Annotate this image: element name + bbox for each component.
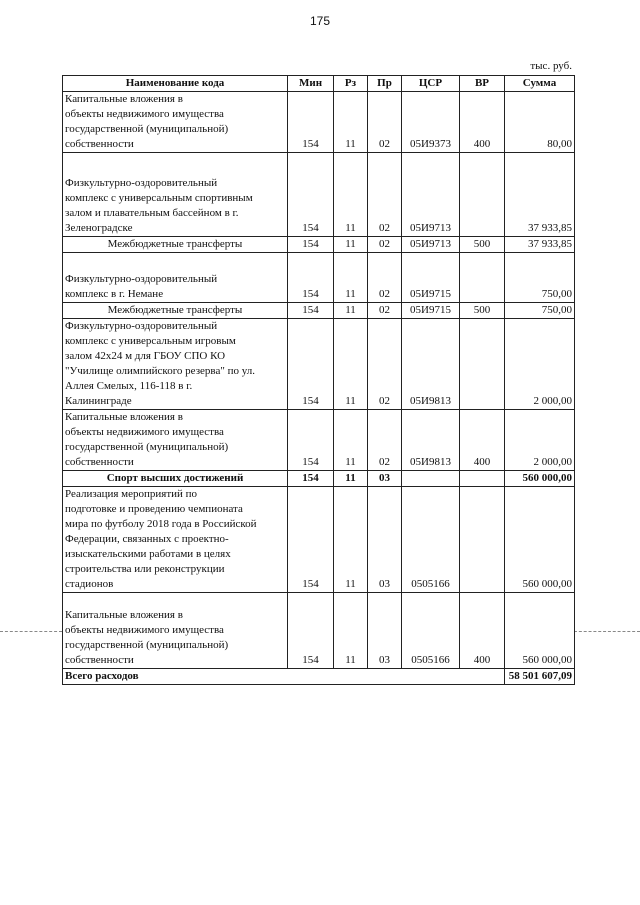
row-sum: 560 000,00 (505, 487, 575, 593)
row-rz: 11 (334, 319, 368, 410)
table-header-row (63, 76, 575, 92)
row-name (63, 253, 288, 303)
row-min: 154 (288, 237, 334, 253)
row-rz: 11 (334, 471, 368, 487)
row-name-text: Реализация мероприятий по подготовке и проведению чемпионата мира по футболу 2018 года в Российской Федерации, связанных с проектно- изыскательскими работами в целях строительства или реконструкции стадионов (65, 488, 257, 590)
row-name-text: Капитальные вложения в объекты недвижимого имущества государственной (муниципальной) собственности (65, 609, 229, 666)
header-vr: ВР (460, 76, 505, 92)
row-pr: 03 (368, 593, 402, 669)
row-rz: 11 (334, 237, 368, 253)
row-vr: 500 (460, 303, 505, 319)
row-min: 154 (288, 471, 334, 487)
row-csr: 05И9373 (402, 92, 460, 153)
row-name (63, 92, 288, 153)
row-vr: 400 (460, 593, 505, 669)
header-min: Мин (288, 76, 334, 92)
row-sum: 37 933,85 (505, 237, 575, 253)
row-rz: 11 (334, 92, 368, 153)
row-rz: 11 (334, 487, 368, 593)
row-rz: 11 (334, 410, 368, 471)
header-pr: Пр (368, 76, 402, 92)
table-row (63, 92, 575, 153)
row-rz: 11 (334, 593, 368, 669)
scan-artifact-line-left (0, 631, 62, 632)
row-sum: 750,00 (505, 303, 575, 319)
row-sum: 37 933,85 (505, 153, 575, 237)
row-name (63, 153, 288, 237)
row-csr: 05И9715 (402, 303, 460, 319)
row-pr: 02 (368, 253, 402, 303)
row-name (63, 319, 288, 410)
total-sum: 58 501 607,09 (505, 669, 575, 685)
row-vr (460, 319, 505, 410)
row-csr: 05И9715 (402, 253, 460, 303)
page-number: 175 (309, 14, 331, 28)
row-vr (460, 471, 505, 487)
row-csr (402, 471, 460, 487)
row-min: 154 (288, 253, 334, 303)
row-min: 154 (288, 319, 334, 410)
row-name: Межбюджетные трансферты (63, 237, 288, 253)
row-min: 154 (288, 92, 334, 153)
row-csr: 05И9713 (402, 153, 460, 237)
table-row (63, 303, 575, 319)
total-row (63, 669, 575, 685)
table-row (63, 153, 575, 237)
row-sum: 2 000,00 (505, 410, 575, 471)
row-csr: 0505166 (402, 487, 460, 593)
units-label: тыс. руб. (530, 60, 572, 72)
table-row (63, 487, 575, 593)
row-csr: 05И9813 (402, 410, 460, 471)
row-name-text: Физкультурно-оздоровительный комплекс с универсальным игровым залом 42х24 м для ГБОУ СПО КО "Училище олимпийского резерва" по ул. Аллея Смелых, 116-118 в г. Калининграде (65, 320, 255, 407)
row-name-text: Физкультурно-оздоровительный комплекс в г. Немане (65, 273, 218, 300)
row-min: 154 (288, 303, 334, 319)
row-name (63, 593, 288, 669)
row-rz: 11 (334, 253, 368, 303)
row-rz: 11 (334, 153, 368, 237)
row-sum: 560 000,00 (505, 593, 575, 669)
total-label: Всего расходов (63, 669, 505, 685)
row-pr: 03 (368, 487, 402, 593)
row-name: Спорт высших достижений (63, 471, 288, 487)
table-row (63, 471, 575, 487)
row-min: 154 (288, 487, 334, 593)
table-row (63, 253, 575, 303)
row-vr (460, 487, 505, 593)
scan-artifact-line-right (574, 631, 640, 632)
row-pr: 02 (368, 237, 402, 253)
row-sum: 750,00 (505, 253, 575, 303)
row-pr: 02 (368, 303, 402, 319)
header-sum: Сумма (505, 76, 575, 92)
row-min: 154 (288, 153, 334, 237)
row-name-text: Капитальные вложения в объекты недвижимого имущества государственной (муниципальной) собственности (65, 93, 229, 150)
row-name-text: Капитальные вложения в объекты недвижимого имущества государственной (муниципальной) собственности (65, 411, 229, 468)
row-csr: 05И9713 (402, 237, 460, 253)
row-csr: 0505166 (402, 593, 460, 669)
row-sum: 80,00 (505, 92, 575, 153)
row-vr: 500 (460, 237, 505, 253)
row-pr: 02 (368, 410, 402, 471)
header-name: Наименование кода (63, 76, 288, 92)
row-name (63, 487, 288, 593)
row-rz: 11 (334, 303, 368, 319)
row-min: 154 (288, 593, 334, 669)
row-vr (460, 253, 505, 303)
table-row (63, 319, 575, 410)
table-row (63, 410, 575, 471)
row-name: Межбюджетные трансферты (63, 303, 288, 319)
table-row (63, 593, 575, 669)
budget-table (62, 75, 575, 685)
row-sum: 560 000,00 (505, 471, 575, 487)
row-pr: 02 (368, 92, 402, 153)
row-pr: 03 (368, 471, 402, 487)
row-pr: 02 (368, 319, 402, 410)
header-rz: Рз (334, 76, 368, 92)
table-row (63, 237, 575, 253)
row-vr (460, 153, 505, 237)
row-vr: 400 (460, 92, 505, 153)
row-vr: 400 (460, 410, 505, 471)
header-csr: ЦСР (402, 76, 460, 92)
row-name (63, 410, 288, 471)
row-name-text: Физкультурно-оздоровительный комплекс с универсальным спортивным залом и плавательным бассейном в г. Зеленоградске (65, 177, 253, 234)
row-sum: 2 000,00 (505, 319, 575, 410)
row-csr: 05И9813 (402, 319, 460, 410)
row-pr: 02 (368, 153, 402, 237)
row-min: 154 (288, 410, 334, 471)
